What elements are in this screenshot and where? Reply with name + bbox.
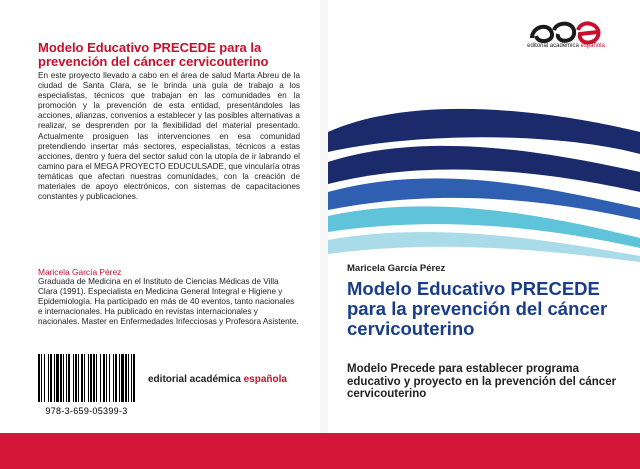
back-author-name: Maricela García Pérez: [38, 267, 122, 277]
logo-text-main: editorial académica: [527, 43, 579, 49]
spine: [320, 0, 328, 433]
front-author-name: Maricela García Pérez: [347, 263, 446, 274]
front-cover-title: Modelo Educativo PRECEDE para la prevención del cáncer cervicouterino: [347, 278, 608, 339]
back-cover-title: Modelo Educativo PRECEDE para la prevención del cáncer cervicouterino: [38, 40, 269, 69]
publisher-main: editorial académica: [148, 374, 241, 385]
back-cover: [0, 0, 320, 433]
isbn: 978-3-659-05399-3: [45, 406, 128, 416]
publisher-accent: española: [243, 374, 287, 385]
back-author-bio: Graduada de Medicina en el Instituto de Ciencias Médicas de Villa Clara (1991). Especialista en Medicina General Integral e Higiene y Epidemiología. Ha participado en más de 40 eventos, tanto nacionales e internacionales. Ha publicado en revistas internacionales y nacionales. Master en Enfermedades Infecciosas y Profesora Asistente.: [38, 277, 299, 327]
decorative-swoosh-icon: [328, 92, 640, 262]
back-cover-blurb: En este proyecto llevado a cabo en el área de salud Marta Abreu de la ciudad de Santa Clara, se le brinda una guía de trabajo a los especialistas, técnicos que trabajan en las comunidades en la promoción y la prevención de esta entidad, presentándoles las acciones, alianzas, convenios a establecer y las posibles alternativas a realizar, se desprenden por la flexibilidad del material presentado. Actualmente prosiguen las intervenciones en esa comunidad pretendiendo insertar más sectores, especialistas, técnicos a estas acciones, dentro y fuera del sector salud con la utopía de ir labrando el camino para el MEGA PROYECTO EDUCULSADE, que vincularía otras temáticas que afectan nuestras comunidades, con la creación de materiales de apoyo electrónicos, con sistemas de capacitaciones constantes y publicaciones.: [38, 71, 300, 202]
logo-text-accent: española: [580, 43, 605, 49]
bottom-color-band: [0, 433, 640, 469]
front-cover-subtitle: Modelo Precede para establecer programa educativo y proyecto en la prevención del cáncer cervicouterino: [347, 363, 617, 400]
logo-text: [522, 43, 610, 49]
barcode-icon: [36, 352, 137, 404]
publisher-name: [148, 374, 287, 385]
